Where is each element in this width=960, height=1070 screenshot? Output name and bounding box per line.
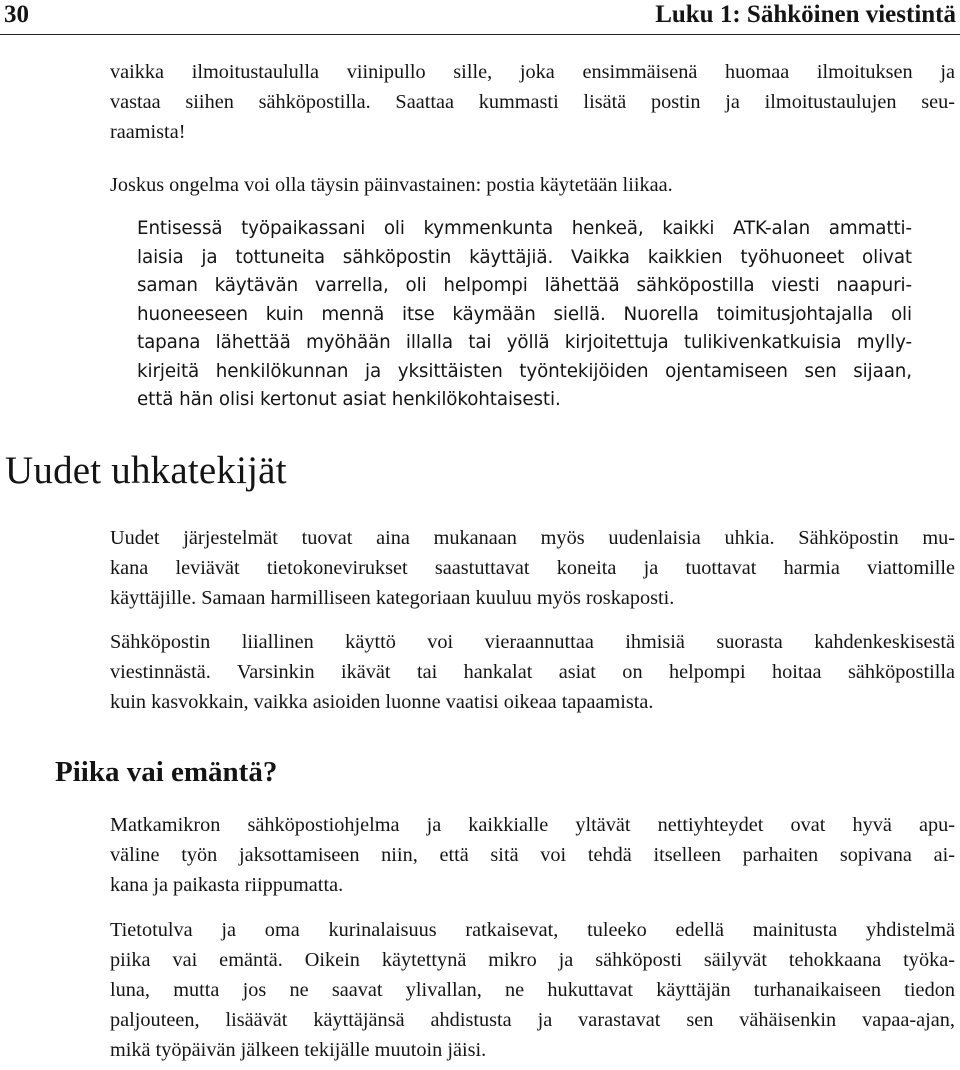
- text-line: Uudet järjestelmät tuovat aina mukanaan myös uudenlaisia uhkia. Sähköpostin mu-: [110, 527, 955, 549]
- text-line: Matkamikron sähköpostiohjelma ja kaikkialle yltävät nettiyhteydet ovat hyvä apu-: [110, 814, 955, 836]
- quote-line: huoneeseen kuin mennä itse käymään siellä. Nuorella toimitusjohtajalla oli: [137, 303, 912, 325]
- text-line: kuin kasvokkain, vaikka asioiden luonne vaatisi oikeaa tapaamista.: [110, 691, 654, 713]
- text-line: Joskus ongelma voi olla täysin päinvastainen: postia käytetään liikaa.: [110, 174, 673, 196]
- page-number: 30: [4, 1, 29, 28]
- section-heading: Uudet uhkatekijät: [5, 449, 287, 492]
- text-line: luna, mutta jos ne saavat ylivallan, ne hukuttavat käyttäjän turhanaikaiseen tiedon: [110, 979, 955, 1001]
- text-line: kana leviävät tietokonevirukset saastuttavat koneita ja tuottavat harmia viattomille: [110, 557, 955, 579]
- running-title: Luku 1: Sähköinen viestintä: [655, 1, 956, 28]
- paragraph-intro: [110, 57, 955, 147]
- quote-line: Entisessä työpaikassani oli kymmenkunta henkeä, kaikki ATK-alan ammatti-: [137, 218, 912, 239]
- quote-line: laisia ja tottuneita sähköpostin käyttäjiä. Vaikka kaikkien työhuoneet olivat: [137, 246, 912, 268]
- text-line: väline työn jaksottamiseen niin, että sitä voi tehdä itselleen parhaiten sopivana ai-: [110, 844, 955, 866]
- text-line: viestinnästä. Varsinkin ikävät tai hankalat asiat on helpompi hoitaa sähköpostilla: [110, 661, 955, 683]
- paragraph-problem: [110, 170, 955, 200]
- text-line: kana ja paikasta riippumatta.: [110, 874, 344, 896]
- paragraph-information-flood: [110, 915, 955, 1065]
- text-line: piika vai emäntä. Oikein käytettynä mikro ja sähköposti säilyvät tehokkaana työka-: [110, 949, 955, 971]
- page-header: [0, 0, 960, 35]
- text-line: Tietotulva ja oma kurinalaisuus ratkaisevat, tuleeko edellä mainitusta yhdistelmä: [110, 919, 955, 941]
- paragraph-alienation: [110, 627, 955, 717]
- quote-line: että hän olisi kertonut asiat henkilökohtaisesti.: [137, 389, 561, 410]
- quote-line: saman käytävän varrella, oli helpompi lähettää sähköpostilla viesti naapuri-: [137, 275, 912, 296]
- quote-line: kirjeitä henkilökunnan ja yksittäisten työntekijöiden ojentamiseen sen sijaan,: [137, 360, 912, 382]
- text-line: käyttäjille. Samaan harmilliseen kategoriaan kuuluu myös roskaposti.: [110, 587, 675, 609]
- paragraph-threats: [110, 523, 955, 613]
- text-line: vaikka ilmoitustaululla viinipullo sille, joka ensimmäisenä huomaa ilmoituksen ja: [110, 61, 955, 83]
- text-line: mikä työpäivän jälkeen tekijälle muutoin jäisi.: [110, 1039, 487, 1061]
- text-line: raamista!: [110, 121, 186, 143]
- text-line: paljouteen, lisäävät käyttäjänsä ahdistusta ja varastavat sen vähäisenkin vapaa-ajan,: [110, 1009, 955, 1031]
- quote-line: tapana lähettää myöhään illalla tai yöllä kirjoitettuja tulikivenkatkuisia mylly-: [137, 332, 912, 353]
- quote-block: [137, 215, 912, 415]
- text-line: Sähköpostin liiallinen käyttö voi vieraannuttaa ihmisiä suorasta kahdenkeskisestä: [110, 631, 955, 653]
- subsection-heading: Piika vai emäntä?: [55, 756, 278, 788]
- text-line: vastaa siihen sähköpostilla. Saattaa kummasti lisätä postin ja ilmoitustaulujen seu-: [110, 91, 955, 113]
- paragraph-mobile: [110, 810, 955, 900]
